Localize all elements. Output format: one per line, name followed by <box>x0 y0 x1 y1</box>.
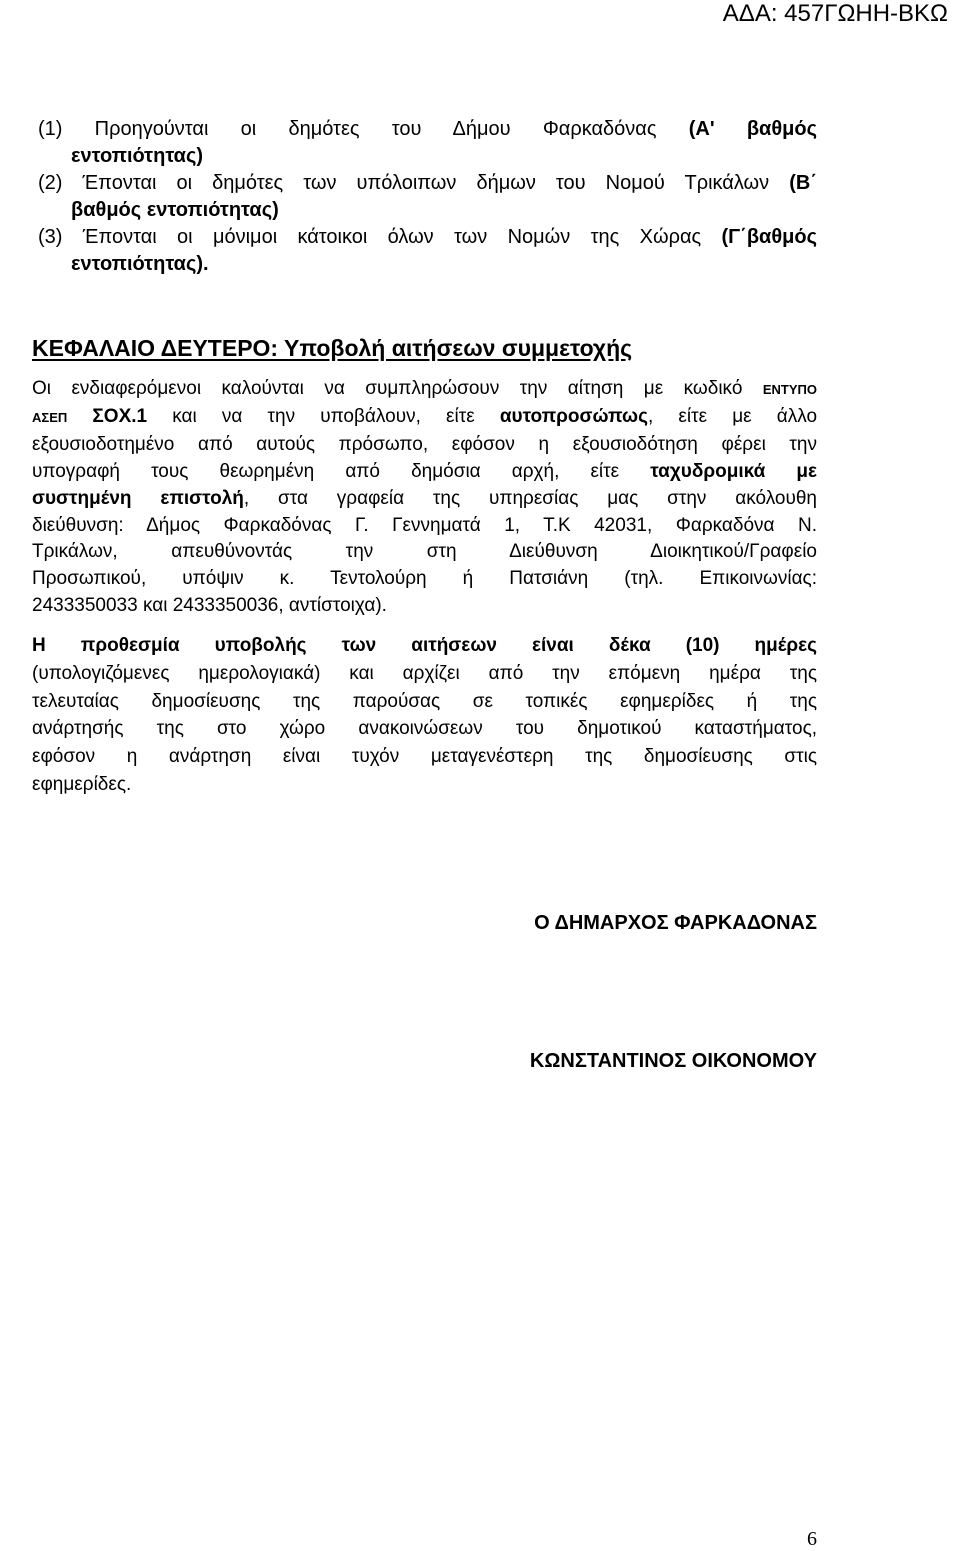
mayor-name: ΚΩΝΣΤΑΝΤΙΝΟΣ ΟΙΚΟΝΟΜΟΥ <box>529 1050 817 1072</box>
deadline-line-1 <box>32 632 817 660</box>
submission-line-1-text: Οι ενδιαφερόμενοι καλούνται να συμπληρώσουν την αίτηση με κωδικό <box>32 378 763 399</box>
priority-item-1-degree-cont: εντοπιότητας) <box>71 145 204 167</box>
form-code-part-3: ΣΟΧ.1 <box>92 405 148 427</box>
ada-code: ΑΔΑ: 457ΓΩΗΗ-ΒΚΩ <box>722 0 948 27</box>
priority-item-3-cont <box>38 251 817 278</box>
submission-line-7: Τρικάλων, απευθύνοντάς την στη Διεύθυνση Διοικητικού/Γραφείο <box>32 541 817 563</box>
form-code-part-1: ΕΝΤΥΠΟ <box>762 382 817 397</box>
submission-line-4 <box>32 459 817 486</box>
page-number: 6 <box>807 1528 817 1550</box>
form-code-part-2: ΑΣΕΠ <box>32 409 68 425</box>
priority-item-3-text: (3) Έπονται οι μόνιμοι κάτοικοι όλων των Νομών της Χώρας <box>38 226 722 248</box>
deadline-bold-text: Η προθεσμία υποβολής των αιτήσεων είναι δέκα (10) ημέρες <box>32 635 817 656</box>
submission-paragraph <box>32 376 817 620</box>
submission-line-5-tail: , στα γραφεία της υπηρεσίας μας στην ακόλουθη <box>243 487 817 509</box>
in-person-term: αυτοπροσώπως <box>499 405 648 427</box>
priority-item-3-degree-cont: εντοπιότητας). <box>71 253 209 275</box>
submission-line-8: Προσωπικού, υπόψιν κ. Τεντολούρη ή Πατσιάνη (τηλ. Επικοινωνίας: <box>32 568 817 590</box>
deadline-line-3: τελευταίας δημοσίευσης της παρούσας σε τοπικές εφημερίδες ή της <box>32 690 817 712</box>
priority-item-2-text: (2) Έπονται οι δημότες των υπόλοιπων δήμων του Νομού Τρικάλων <box>38 172 790 194</box>
priority-item-2-degree: (Β΄ <box>789 172 817 194</box>
submission-line-2-tail: , είτε με άλλο <box>647 405 818 427</box>
submission-line-2-text: και να την υποβάλουν, είτε <box>147 405 500 427</box>
deadline-paragraph <box>32 632 817 799</box>
submission-line-2 <box>32 404 817 432</box>
mayor-title: Ο ΔΗΜΑΡΧΟΣ ΦΑΡΚΑΔΟΝΑΣ <box>534 912 817 934</box>
priority-item-1-degree: (Α' βαθμός <box>688 118 817 140</box>
deadline-line-5: εφόσον η ανάρτηση είναι τυχόν μεταγενέστερη της δημοσίευσης στις <box>32 746 817 768</box>
priority-item-2-degree-cont: βαθμός εντοπιότητας) <box>71 199 279 221</box>
submission-line-3: εξουσιοδοτημένο από αυτούς πρόσωπο, εφόσον η εξουσιοδότηση φέρει την <box>32 433 817 455</box>
priority-item-1 <box>38 116 817 143</box>
deadline-line-6: εφημερίδες. <box>32 773 132 795</box>
submission-line-6: διεύθυνση: Δήμος Φαρκαδόνας Γ. Γεννηματά 1, Τ.Κ 42031, Φαρκαδόνα Ν. <box>32 514 817 536</box>
registered-letter-term: συστημένη επιστολή <box>32 487 244 509</box>
priority-item-1-cont <box>38 143 817 170</box>
chapter-heading: ΚΕΦΑΛΑΙΟ ΔΕΥΤΕΡΟ: Υποβολή αιτήσεων συμμετοχής <box>32 335 633 361</box>
priority-item-2-cont <box>38 197 817 224</box>
submission-line-5 <box>32 486 817 513</box>
submission-line-1 <box>32 376 817 404</box>
priority-item-3-degree: (Γ΄βαθμός <box>721 226 817 248</box>
by-post-term: ταχυδρομικά με <box>650 460 817 482</box>
deadline-line-2: (υπολογιζόμενες ημερολογιακά) και αρχίζει από την επόμενη ημέρα της <box>32 662 817 684</box>
priority-item-1-text: (1) Προηγούνται οι δημότες του Δήμου Φαρκαδόνας <box>38 118 689 140</box>
priority-item-3 <box>38 224 817 251</box>
priority-list <box>38 116 817 278</box>
submission-line-4-text: υπογραφή τους θεωρημένη από δημόσια αρχή, είτε <box>32 460 651 482</box>
deadline-line-4: ανάρτησής της στο χώρο ανακοινώσεων του δημοτικού καταστήματος, <box>32 718 817 740</box>
priority-item-2 <box>38 170 817 197</box>
submission-line-9: 2433350033 και 2433350036, αντίστοιχα). <box>32 595 387 617</box>
